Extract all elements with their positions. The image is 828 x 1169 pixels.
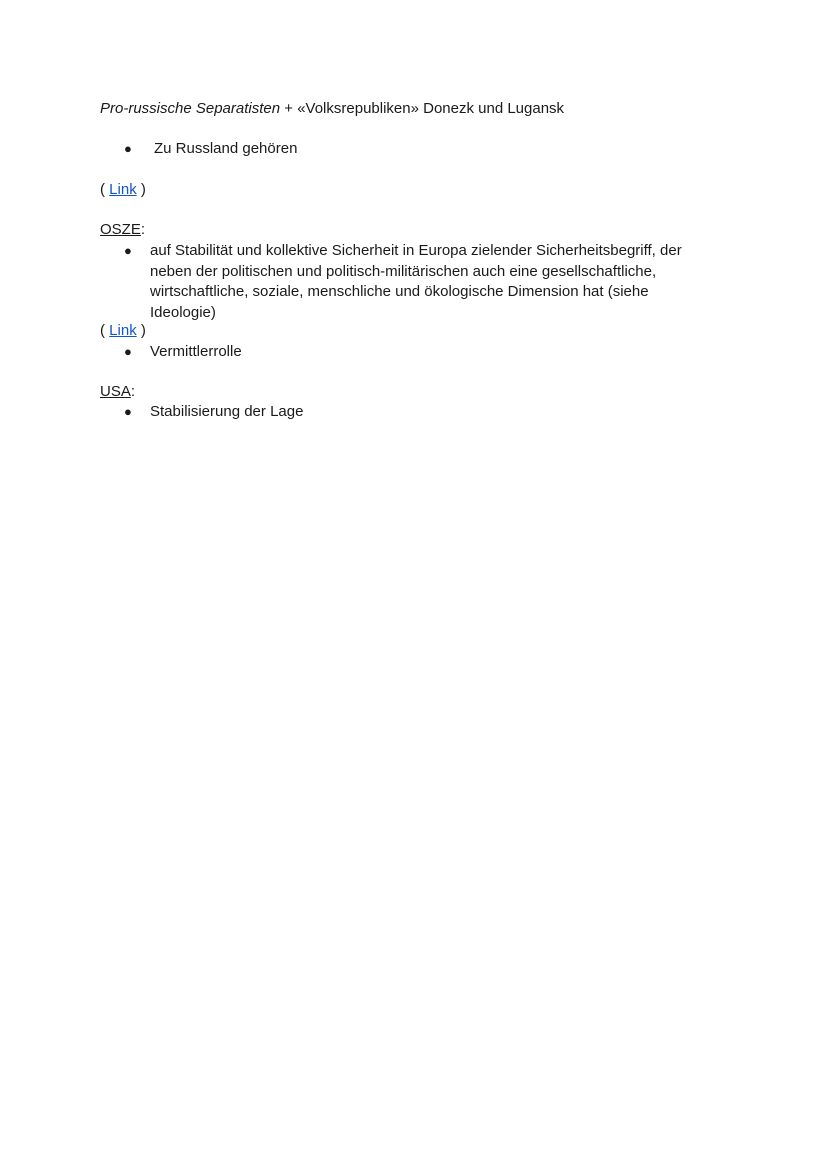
link-2[interactable]: Link	[109, 322, 137, 339]
list-item	[124, 342, 724, 363]
usa-heading-label: USA	[100, 383, 131, 400]
list-item	[124, 139, 724, 160]
link-line-2	[100, 321, 146, 341]
list-item	[124, 241, 704, 323]
osze-heading-colon: :	[140, 221, 146, 238]
link-line-1	[100, 180, 146, 200]
bullet-icon: ●	[124, 141, 132, 156]
usa-heading-colon: :	[130, 383, 136, 400]
osze-heading-label: OSZE	[100, 221, 141, 238]
bullet-icon: ●	[124, 243, 132, 258]
link-open-paren: (	[100, 181, 110, 198]
list-item-text: Stabilisierung der Lage	[150, 403, 304, 420]
list-item-text: Zu Russland gehören	[154, 140, 298, 157]
list-item-text: Vermittlerrolle	[150, 343, 242, 360]
link-1[interactable]: Link	[109, 181, 137, 198]
link-close-paren: )	[136, 181, 146, 198]
list-item	[124, 402, 724, 423]
separatists-heading-rest: + «Volksrepubliken» Donezk und Lugansk	[280, 100, 565, 117]
link-open-paren: (	[100, 322, 110, 339]
usa-heading	[100, 382, 135, 402]
list-item-text: auf Stabilität und kollektive Sicherheit in Europa zielender Sicherheitsbegriff, der neben der politischen und politisch-militärischen auch eine gesellschaftliche, wirtschaftliche, soziale, menschliche und ökologische Dimension hat (siehe Ideologie)	[150, 242, 682, 321]
bullet-icon: ●	[124, 404, 132, 419]
separatists-heading	[100, 99, 564, 119]
link-close-paren: )	[136, 322, 146, 339]
separatists-heading-italic: Pro-russische Separatisten	[100, 100, 281, 117]
osze-heading	[100, 220, 145, 240]
bullet-icon: ●	[124, 344, 132, 359]
